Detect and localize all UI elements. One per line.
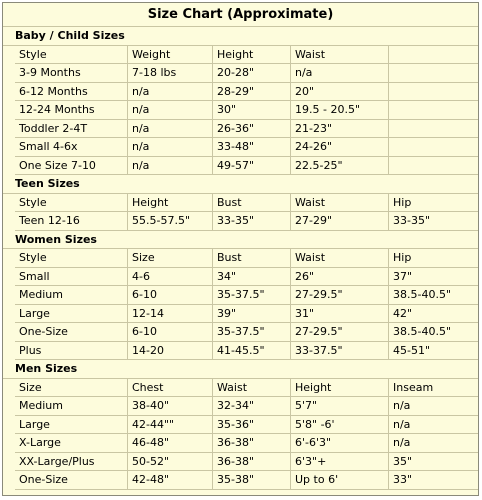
table-cell: 12-24 Months [15, 101, 128, 120]
table-cell: 38.5-40.5" [389, 286, 478, 305]
column-header: Size [15, 379, 128, 398]
table-cell: n/a [128, 101, 213, 120]
table-cell: n/a [128, 120, 213, 139]
table-cell: 20-28" [213, 64, 291, 83]
table-cell: Large [15, 305, 128, 324]
table-cell: 42" [389, 305, 478, 324]
table-row [3, 397, 478, 416]
table-row [3, 212, 478, 231]
table-cell: 27-29" [291, 212, 389, 231]
section-heading: Women Sizes [3, 231, 478, 250]
column-header: Height [213, 46, 291, 65]
table-cell: 5'7" [291, 397, 389, 416]
table-cell: 31" [291, 305, 389, 324]
table-cell: 35-38" [213, 471, 291, 490]
column-header: Waist [291, 46, 389, 65]
table-cell [389, 83, 478, 102]
table-cell: n/a [128, 157, 213, 176]
table-cell: Toddler 2-4T [15, 120, 128, 139]
table-cell: 32-34" [213, 397, 291, 416]
table-row [3, 323, 478, 342]
column-header [389, 46, 478, 65]
table-cell: 27-29.5" [291, 323, 389, 342]
table-cell: 30" [213, 101, 291, 120]
table-row [3, 434, 478, 453]
table-cell: n/a [128, 83, 213, 102]
column-header: Hip [389, 194, 478, 213]
size-sections [3, 27, 478, 490]
table-row [3, 286, 478, 305]
table-cell: 14-20 [128, 342, 213, 361]
column-header: Weight [128, 46, 213, 65]
table-row [3, 64, 478, 83]
table-cell: Small [15, 268, 128, 287]
table-cell: 37" [389, 268, 478, 287]
table-cell: 42-44"" [128, 416, 213, 435]
table-cell: 34" [213, 268, 291, 287]
table-cell: 36-38" [213, 453, 291, 472]
table-cell: 33-35" [213, 212, 291, 231]
table-cell: Medium [15, 397, 128, 416]
section-teen [3, 175, 478, 231]
table-cell: 36-38" [213, 434, 291, 453]
table-row [3, 83, 478, 102]
table-cell: 39" [213, 305, 291, 324]
table-cell: n/a [389, 397, 478, 416]
column-header: Bust [213, 194, 291, 213]
table-cell: 12-14 [128, 305, 213, 324]
column-header: Inseam [389, 379, 478, 398]
table-cell: 26-36" [213, 120, 291, 139]
table-cell [389, 138, 478, 157]
section-women [3, 231, 478, 361]
table-cell: 6-10 [128, 286, 213, 305]
table-cell: 20" [291, 83, 389, 102]
table-cell: n/a [128, 138, 213, 157]
table-cell: 6-10 [128, 323, 213, 342]
table-row [3, 157, 478, 176]
table-cell: 33-35" [389, 212, 478, 231]
table-cell: 26" [291, 268, 389, 287]
table-cell: One-Size [15, 471, 128, 490]
table-cell: Plus [15, 342, 128, 361]
table-cell: 5'8" -6' [291, 416, 389, 435]
table-row [3, 268, 478, 287]
table-cell: 35-36" [213, 416, 291, 435]
table-row [3, 416, 478, 435]
section-heading: Men Sizes [3, 360, 478, 379]
table-cell: 38.5-40.5" [389, 323, 478, 342]
column-header: Bust [213, 249, 291, 268]
table-cell: 4-6 [128, 268, 213, 287]
section-baby-child [3, 27, 478, 175]
table-header-row [3, 379, 478, 398]
table-row [3, 453, 478, 472]
column-header: Chest [128, 379, 213, 398]
column-header: Waist [291, 194, 389, 213]
table-cell: n/a [291, 64, 389, 83]
table-cell: 45-51" [389, 342, 478, 361]
table-cell [389, 64, 478, 83]
table-cell: 55.5-57.5" [128, 212, 213, 231]
table-row [3, 305, 478, 324]
table-cell [389, 120, 478, 139]
table-cell: One Size 7-10 [15, 157, 128, 176]
table-row [3, 120, 478, 139]
chart-title: Size Chart (Approximate) [3, 3, 478, 27]
table-cell: 50-52" [128, 453, 213, 472]
table-cell: 33" [389, 471, 478, 490]
table-cell: 33-37.5" [291, 342, 389, 361]
table-cell: 35-37.5" [213, 286, 291, 305]
table-row [3, 342, 478, 361]
table-header-row [3, 194, 478, 213]
column-header: Height [291, 379, 389, 398]
table-row [3, 471, 478, 490]
section-heading: Teen Sizes [3, 175, 478, 194]
section-men [3, 360, 478, 490]
table-cell [389, 157, 478, 176]
table-cell: 19.5 - 20.5" [291, 101, 389, 120]
table-cell: 35" [389, 453, 478, 472]
table-cell: Medium [15, 286, 128, 305]
section-heading: Baby / Child Sizes [3, 27, 478, 46]
column-header: Style [15, 46, 128, 65]
table-row [3, 138, 478, 157]
table-row [3, 101, 478, 120]
table-cell: Up to 6' [291, 471, 389, 490]
table-cell: 6-12 Months [15, 83, 128, 102]
table-cell: 33-48" [213, 138, 291, 157]
table-header-row [3, 249, 478, 268]
table-cell: 42-48" [128, 471, 213, 490]
column-header: Height [128, 194, 213, 213]
table-cell: 46-48" [128, 434, 213, 453]
table-cell: n/a [389, 434, 478, 453]
table-cell: n/a [389, 416, 478, 435]
column-header: Style [15, 194, 128, 213]
column-header: Size [128, 249, 213, 268]
table-cell: 24-26" [291, 138, 389, 157]
table-cell: 21-23" [291, 120, 389, 139]
table-cell: Teen 12-16 [15, 212, 128, 231]
column-header: Waist [213, 379, 291, 398]
table-cell: 35-37.5" [213, 323, 291, 342]
table-cell: 28-29" [213, 83, 291, 102]
table-cell: 49-57" [213, 157, 291, 176]
table-cell: 41-45.5" [213, 342, 291, 361]
table-cell [389, 101, 478, 120]
table-cell: Small 4-6x [15, 138, 128, 157]
table-cell: 6'3"+ [291, 453, 389, 472]
table-cell: One-Size [15, 323, 128, 342]
size-chart [2, 2, 479, 496]
table-cell: XX-Large/Plus [15, 453, 128, 472]
column-header: Waist [291, 249, 389, 268]
table-cell: 38-40" [128, 397, 213, 416]
table-cell: 22.5-25" [291, 157, 389, 176]
table-cell: Large [15, 416, 128, 435]
table-cell: 27-29.5" [291, 286, 389, 305]
table-cell: 7-18 lbs [128, 64, 213, 83]
table-cell: 3-9 Months [15, 64, 128, 83]
table-header-row [3, 46, 478, 65]
column-header: Hip [389, 249, 478, 268]
table-cell: X-Large [15, 434, 128, 453]
table-cell: 6'-6'3" [291, 434, 389, 453]
column-header: Style [15, 249, 128, 268]
